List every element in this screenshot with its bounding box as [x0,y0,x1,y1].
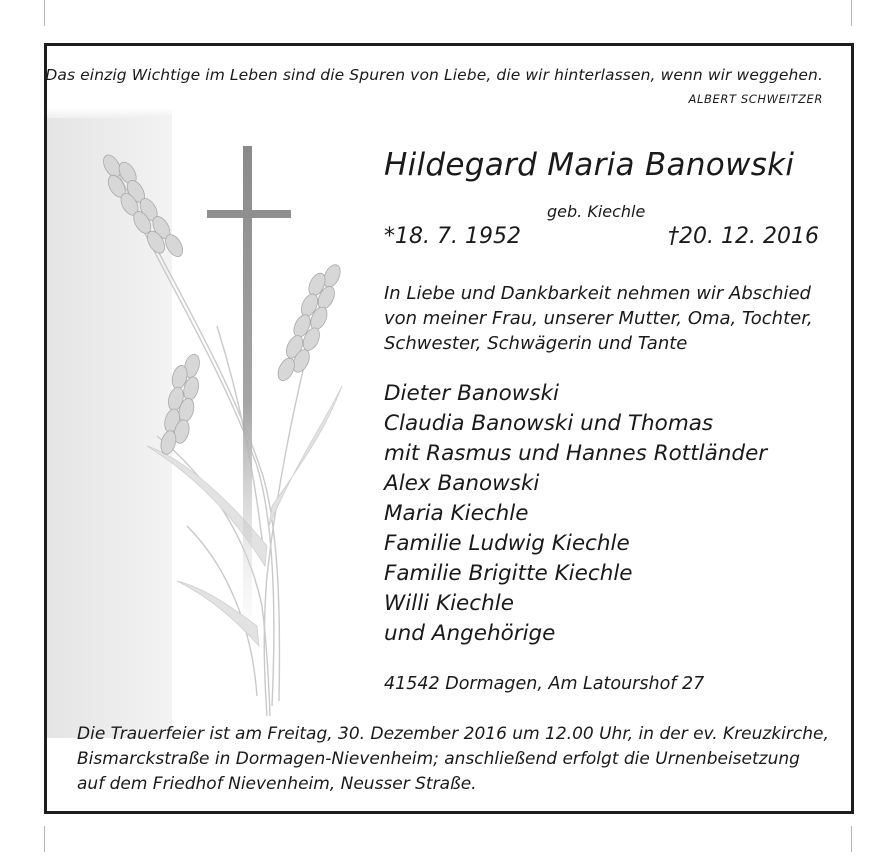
mourners-list [384,379,767,649]
ceremony-line: Die Trauerfeier ist am Freitag, 30. Dezember 2016 um 12.00 Uhr, in der ev. Kreuzkirche, [77,724,829,744]
cross-with-wheat-icon [67,126,367,726]
address: 41542 Dormagen, Am Latourshof 27 [384,674,705,694]
obituary-card [44,43,854,814]
death-date: †20. 12. 2016 [668,224,819,249]
mourner: Claudia Banowski und Thomas [384,411,714,436]
farewell-line: Schwester, Schwägerin und Tante [384,333,688,354]
mourner: Familie Brigitte Kiechle [384,561,633,586]
ceremony-line: Bismarckstraße in Dormagen-Nievenheim; anschließend erfolgt die Urnenbeisetzung [77,749,800,769]
mourner: Willi Kiechle [384,591,514,616]
quote-author: ALBERT SCHWEITZER [688,92,823,106]
farewell-line: In Liebe und Dankbarkeit nehmen wir Abschied [384,283,811,304]
crop-mark [851,826,852,852]
mourner: Alex Banowski [384,471,540,496]
quote-text: Das einzig Wichtige im Leben sind die Spuren von Liebe, die wir hinterlassen, wenn wir weggehen. [45,66,823,84]
mourner: Dieter Banowski [384,381,560,406]
farewell-text [384,281,829,356]
ceremony-info [77,722,829,797]
crop-mark [851,0,852,26]
mourner: Familie Ludwig Kiechle [384,531,630,556]
ceremony-line: auf dem Friedhof Nievenheim, Neusser Straße. [77,774,477,794]
birth-name: geb. Kiechle [547,202,646,221]
mourner: und Angehörige [384,621,556,646]
crop-mark [44,826,45,852]
deceased-name: Hildegard Maria Banowski [384,147,795,183]
farewell-line: von meiner Frau, unserer Mutter, Oma, Tochter, [384,308,813,329]
mourner: mit Rasmus und Hannes Rottländer [384,441,768,466]
birth-date: *18. 7. 1952 [384,224,521,249]
mourner: Maria Kiechle [384,501,529,526]
crop-mark [44,0,45,26]
